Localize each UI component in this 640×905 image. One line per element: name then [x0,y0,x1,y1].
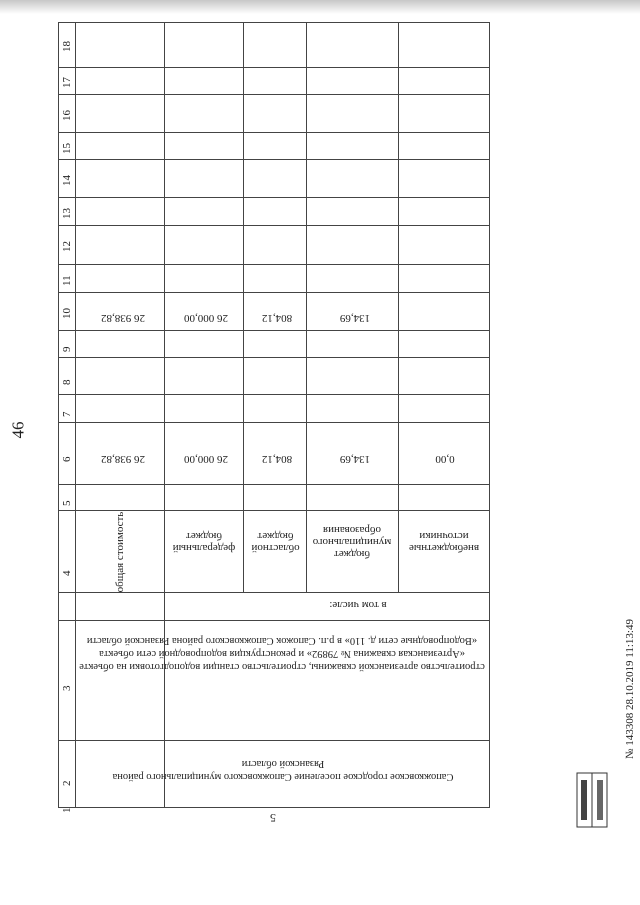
table-rule [58,197,490,198]
column-number: 18 [61,41,73,52]
source-total: общая стоимость [114,511,126,593]
table-rule [58,132,490,133]
column-number: 2 [61,780,73,786]
column-number: 4 [61,570,73,576]
column-number: 17 [61,77,73,88]
table-rule [58,740,490,741]
page-number: 46 [8,421,28,439]
source-federal: федеральный бюджет [172,530,236,554]
table-rule [164,22,165,807]
source-extrabudget: внебюджетные источники [408,530,480,554]
source-regional: областной бюджет [251,530,300,554]
table-rule [58,292,490,293]
column-number: 9 [61,346,73,352]
table-border-right [489,22,490,807]
table-rule [58,330,490,331]
column-number: 1 [61,807,73,813]
municipality-name: Сапожковское городское поселение Сапожковского муниципального района Рязанской области [112,758,454,782]
table-rule [306,22,307,592]
table-rule [58,484,490,485]
col6-federal: 26 000,00 [184,453,228,465]
table-border-left [58,22,59,807]
column-number: 6 [61,456,73,462]
table-rule [58,67,490,68]
col10-federal: 26 000,00 [184,312,228,324]
col10-municipal: 134,69 [339,312,371,324]
table-rule [58,394,490,395]
table-rule [58,357,490,358]
col10-total: 26 938,82 [101,312,145,324]
table-rule [58,264,490,265]
col6-total: 26 938,82 [101,453,145,465]
table-border-bottom [58,807,490,808]
table-rule [58,225,490,226]
column-number: 7 [61,411,73,417]
stamp [575,770,609,830]
column-number: 8 [61,379,73,385]
in-that-number-label: в том числе: [329,599,387,611]
table-rule [58,620,490,621]
col6-regional: 804,12 [261,453,293,465]
table-rule [58,94,490,95]
column-number: 3 [61,685,73,691]
table-rule [58,422,490,423]
source-municipal: бюджет муниципального образования [312,524,392,560]
column-number: 11 [61,275,73,286]
table-rule [58,159,490,160]
col6-municipal: 134,69 [339,453,371,465]
col6-extrabudget: 0,00 [435,453,455,465]
table-rule [75,22,76,807]
registration-stamp: № 143308 28.10.2019 11:13:49 [623,619,636,759]
column-number: 12 [61,241,73,252]
column-number: 14 [61,175,73,186]
column-number: 5 [61,500,73,506]
column-number: 15 [61,143,73,154]
budget-table [58,22,490,825]
table-rule [243,22,244,592]
table-rule [398,22,399,592]
scan-edge-shadow [0,0,640,14]
row-number: 5 [270,811,276,825]
column-number: 16 [61,110,73,121]
column-number: 10 [61,308,73,319]
column-number: 13 [61,208,73,219]
table-border-top [58,22,490,23]
col10-regional: 804,12 [261,312,293,324]
project-description: строительство артезианской скважины, строительство станции водоподготовки на объекте «Артезианская скважина № 79892» и реконструкция водопроводной сети объекта «Водопроводные сети д. 110» в р.п. Сапожок Сапожковского района Рязанской области [79,635,485,672]
